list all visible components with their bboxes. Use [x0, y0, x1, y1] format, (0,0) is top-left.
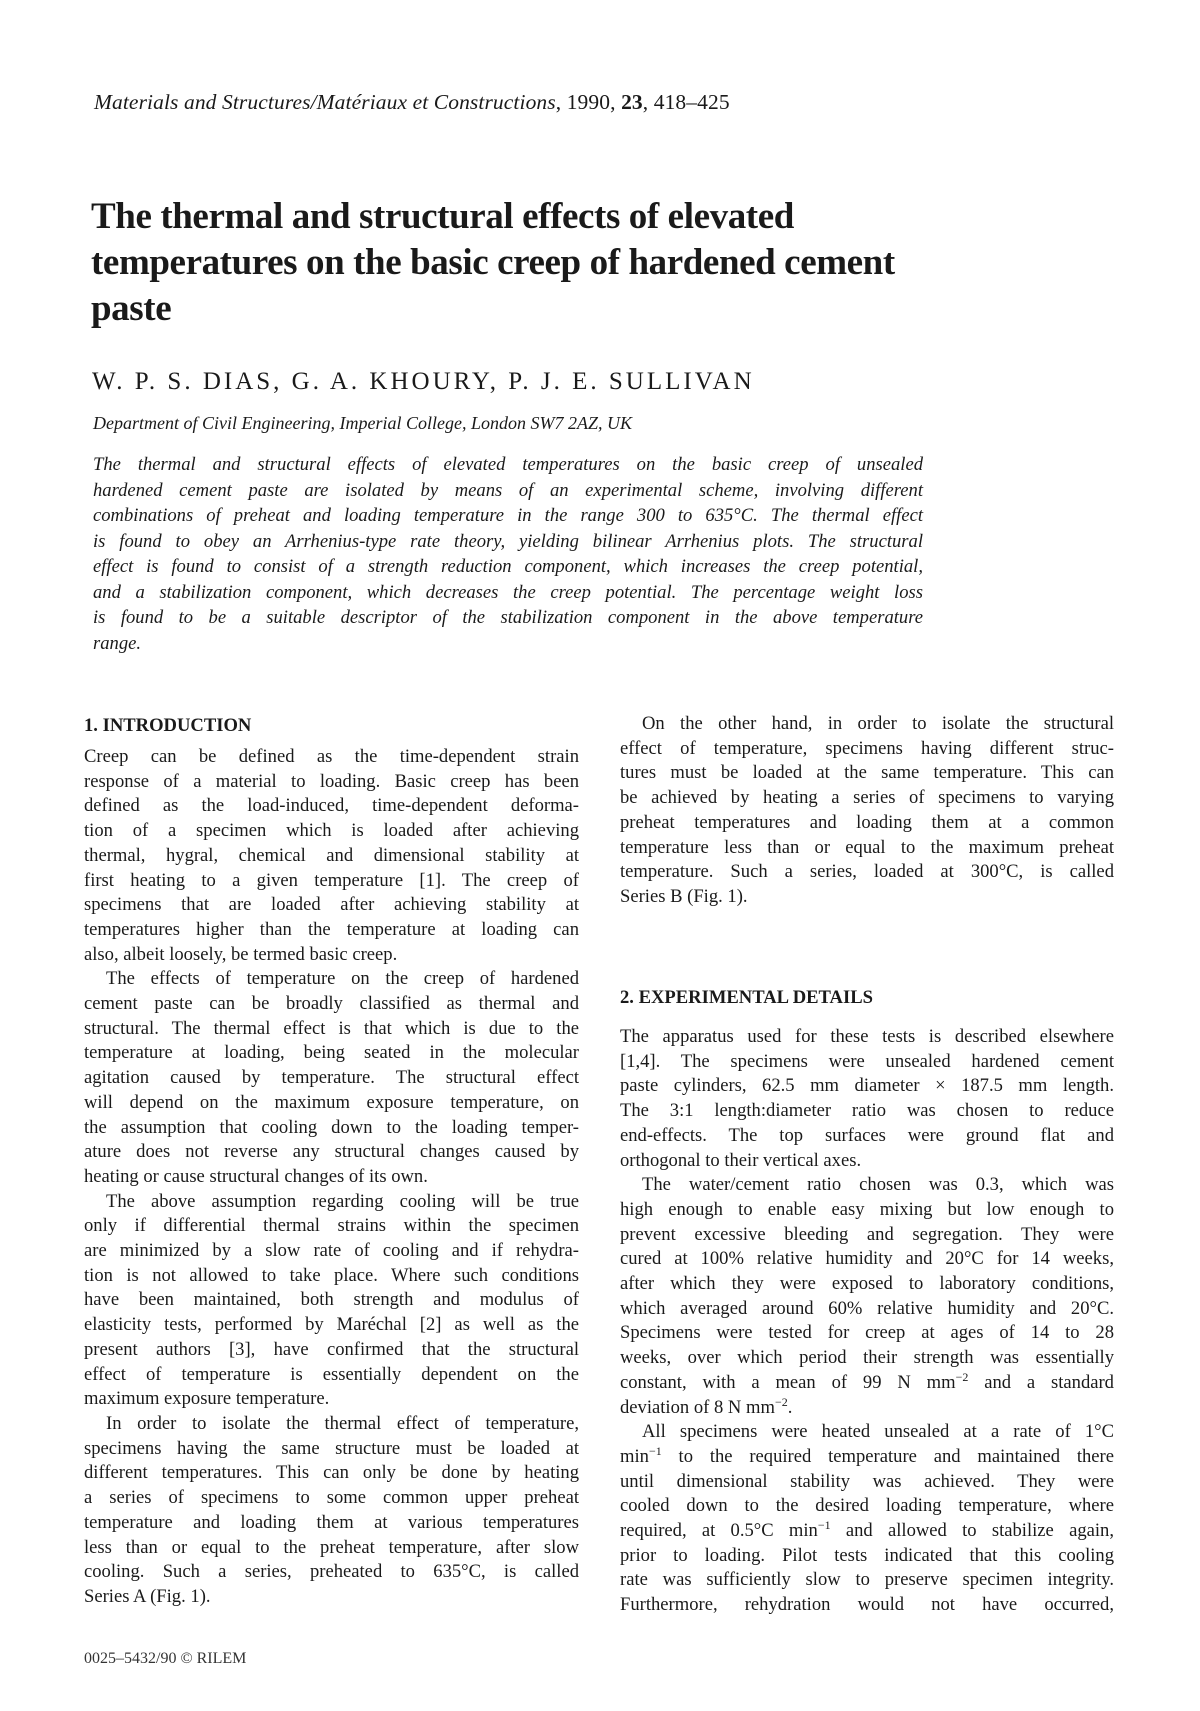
text-run: to the required temperature and maintained there — [661, 1445, 1114, 1467]
text-line: In order to isolate the thermal effect of temperature, — [106, 1412, 579, 1434]
text-line: Series A (Fig. 1). — [84, 1585, 211, 1607]
text-run: min — [620, 1445, 649, 1467]
paragraph — [620, 712, 1114, 910]
right-column-top — [620, 712, 1114, 910]
text-line: the assumption that cooling down to the loading temper- — [84, 1116, 579, 1138]
text-line: a series of specimens to some common upper preheat — [84, 1487, 579, 1509]
text-line: after which they were exposed to laboratory conditions, — [620, 1273, 1114, 1295]
journal-volume: 23 — [621, 90, 643, 114]
text-line: elasticity tests, performed by Maréchal [2] as well as the — [84, 1314, 579, 1336]
superscript: −1 — [648, 1443, 662, 1458]
abstract-line: combinations of preheat and loading temperature in the range 300 to 635°C. The thermal effect — [93, 505, 923, 526]
text-line: temperature. Such a series, loaded at 300°C, is called — [620, 861, 1114, 883]
text-line: defined as the load-induced, time-dependent deforma- — [84, 795, 579, 817]
text-line: thermal, hygral, chemical and dimensional stability at — [84, 844, 579, 866]
superscript: −2 — [955, 1369, 969, 1384]
text-run: deviation of 8 N mm — [620, 1396, 775, 1418]
paragraph — [620, 1173, 1114, 1420]
text-line: All specimens were heated unsealed at a rate of 1°C — [642, 1421, 1114, 1443]
text-line: present authors [3], have confirmed that the structural — [84, 1338, 579, 1360]
text-line: specimens having the same structure must be loaded at — [84, 1437, 579, 1459]
paragraph — [84, 745, 579, 967]
text-line: are minimized by a slow rate of cooling and if rehydra- — [84, 1240, 579, 1262]
left-column — [84, 745, 579, 1610]
text-line: temperature at loading, being seated in the molecular — [84, 1042, 579, 1064]
text-line: temperature less than or equal to the maximum preheat — [620, 836, 1114, 858]
text-line — [620, 1396, 1114, 1421]
text-line: cooling. Such a series, preheated to 635°C, is called — [84, 1561, 579, 1583]
text-line — [620, 1371, 1114, 1396]
text-line: [1,4]. The specimens were unsealed hardened cement — [620, 1050, 1114, 1072]
text-line: different temperatures. This can only be done by heating — [84, 1462, 579, 1484]
text-line: On the other hand, in order to isolate the structural — [642, 713, 1114, 734]
text-line: structural. The thermal effect is that which is due to the — [84, 1017, 579, 1039]
text-line: The 3:1 length:diameter ratio was chosen to reduce — [620, 1100, 1114, 1122]
text-line: Series B (Fig. 1). — [620, 885, 748, 907]
paragraph — [84, 1412, 579, 1610]
affiliation: Department of Civil Engineering, Imperial College, London SW7 2AZ, UK — [93, 413, 632, 433]
paragraph — [620, 1420, 1114, 1618]
text-line: preheat temperatures and loading them at a common — [620, 811, 1114, 833]
section-heading-experimental: 2. EXPERIMENTAL DETAILS — [620, 987, 873, 1008]
abstract-line: is found to be a suitable descriptor of the stabilization component in the above temperature — [93, 607, 923, 628]
paragraph — [620, 1025, 1114, 1173]
text-run: constant, with a mean of 99 N mm — [620, 1371, 956, 1393]
abstract-line: is found to obey an Arrhenius-type rate theory, yielding bilinear Arrhenius plots. The structural — [93, 530, 923, 552]
text-line: have been maintained, both strength and modulus of — [84, 1289, 579, 1311]
paragraph — [84, 1190, 579, 1412]
journal-year: , 1990, — [555, 90, 622, 114]
text-line: only if differential thermal strains within the specimen — [84, 1215, 579, 1237]
text-run: and a standard — [968, 1371, 1114, 1393]
text-line: Creep can be defined as the time-dependent strain — [84, 746, 579, 767]
text-line: end-effects. The top surfaces were ground flat and — [620, 1124, 1114, 1146]
text-line: tures must be loaded at the same temperature. This can — [620, 762, 1114, 784]
abstract — [93, 452, 923, 656]
text-line: tion is not allowed to take place. Where such conditions — [84, 1264, 579, 1286]
text-line: prior to loading. Pilot tests indicated that this cooling — [620, 1544, 1114, 1566]
text-line: first heating to a given temperature [1]. The creep of — [84, 869, 579, 891]
text-line: high enough to enable easy mixing but low enough to — [620, 1198, 1114, 1220]
text-line: which averaged around 60% relative humidity and 20°C. — [620, 1297, 1114, 1319]
text-line: rate was sufficiently slow to preserve specimen integrity. — [620, 1569, 1114, 1591]
abstract-line: The thermal and structural effects of elevated temperatures on the basic creep of unsealed — [93, 454, 923, 475]
text-line — [620, 1445, 1114, 1470]
text-line: temperature and loading them at various temperatures — [84, 1511, 579, 1533]
copyright-footer: 0025–5432/90 © RILEM — [84, 1650, 247, 1667]
abstract-line: range. — [93, 632, 142, 654]
abstract-line: hardened cement paste are isolated by means of an experimental scheme, involving different — [93, 479, 923, 501]
text-line: tion of a specimen which is loaded after achieving — [84, 820, 579, 842]
section-heading-introduction: 1. INTRODUCTION — [84, 715, 252, 736]
text-line: The water/cement ratio chosen was 0.3, which was — [642, 1174, 1114, 1196]
text-line: cured at 100% relative humidity and 20°C for 14 weeks, — [620, 1248, 1114, 1270]
text-line: ature does not reverse any structural changes caused by — [84, 1141, 579, 1163]
text-run: and allowed to stabilize again, — [830, 1520, 1114, 1542]
text-line: agitation caused by temperature. The structural effect — [84, 1067, 579, 1089]
text-line: will depend on the maximum exposure temperature, on — [84, 1091, 579, 1113]
superscript: −1 — [817, 1518, 831, 1533]
text-line: until dimensional stability was achieved. They were — [620, 1470, 1114, 1492]
text-line: The apparatus used for these tests is described elsewhere — [620, 1026, 1114, 1047]
paper-title: The thermal and structural effects of elevated temperatures on the basic creep of hardened cement paste — [91, 196, 895, 329]
abstract-line: effect is found to consist of a strength reduction component, which increases the creep potential, — [93, 556, 923, 577]
journal-name: Materials and Structures/Matériaux et Constructions — [94, 90, 556, 114]
text-line: The effects of temperature on the creep of hardened — [106, 968, 579, 990]
journal-citation — [94, 90, 730, 115]
text-line: be achieved by heating a series of specimens to varying — [620, 787, 1114, 809]
text-line: heating or cause structural changes of its own. — [84, 1165, 428, 1187]
text-line: also, albeit loosely, be termed basic creep. — [84, 943, 398, 965]
text-line: less than or equal to the preheat temperature, after slow — [84, 1536, 579, 1558]
text-line: orthogonal to their vertical axes. — [620, 1149, 862, 1171]
abstract-line: and a stabilization component, which decreases the creep potential. The percentage weight loss — [93, 581, 923, 603]
text-line: maximum exposure temperature. — [84, 1388, 330, 1410]
text-line: cooled down to the desired loading temperature, where — [620, 1495, 1114, 1517]
text-run: required, at 0.5°C min — [620, 1520, 818, 1542]
text-line: temperatures higher than the temperature at loading can — [84, 918, 579, 940]
text-line: Furthermore, rehydration would not have occurred, — [620, 1594, 1114, 1616]
text-run: . — [787, 1396, 793, 1418]
text-line: The above assumption regarding cooling will be true — [106, 1190, 579, 1212]
text-line: Specimens were tested for creep at ages of 14 to 28 — [620, 1322, 1114, 1344]
text-line: paste cylinders, 62.5 mm diameter × 187.5 mm length. — [620, 1075, 1114, 1097]
text-line — [620, 1519, 1114, 1544]
text-line: prevent excessive bleeding and segregation. They were — [620, 1223, 1114, 1245]
text-line: specimens that are loaded after achieving stability at — [84, 894, 579, 916]
text-line: response of a material to loading. Basic creep has been — [84, 770, 579, 792]
journal-pages: , 418–425 — [642, 90, 730, 114]
paragraph — [84, 967, 579, 1189]
text-line: cement paste can be broadly classified as thermal and — [84, 993, 579, 1015]
text-line: weeks, over which period their strength was essentially — [620, 1347, 1114, 1369]
text-line: effect of temperature, specimens having different struc- — [620, 737, 1114, 759]
text-line: effect of temperature is essentially dependent on the — [84, 1363, 579, 1385]
superscript: −2 — [774, 1394, 788, 1409]
author-list: W. P. S. DIAS, G. A. KHOURY, P. J. E. SULLIVAN — [92, 368, 755, 395]
right-column-bottom — [620, 1025, 1114, 1618]
